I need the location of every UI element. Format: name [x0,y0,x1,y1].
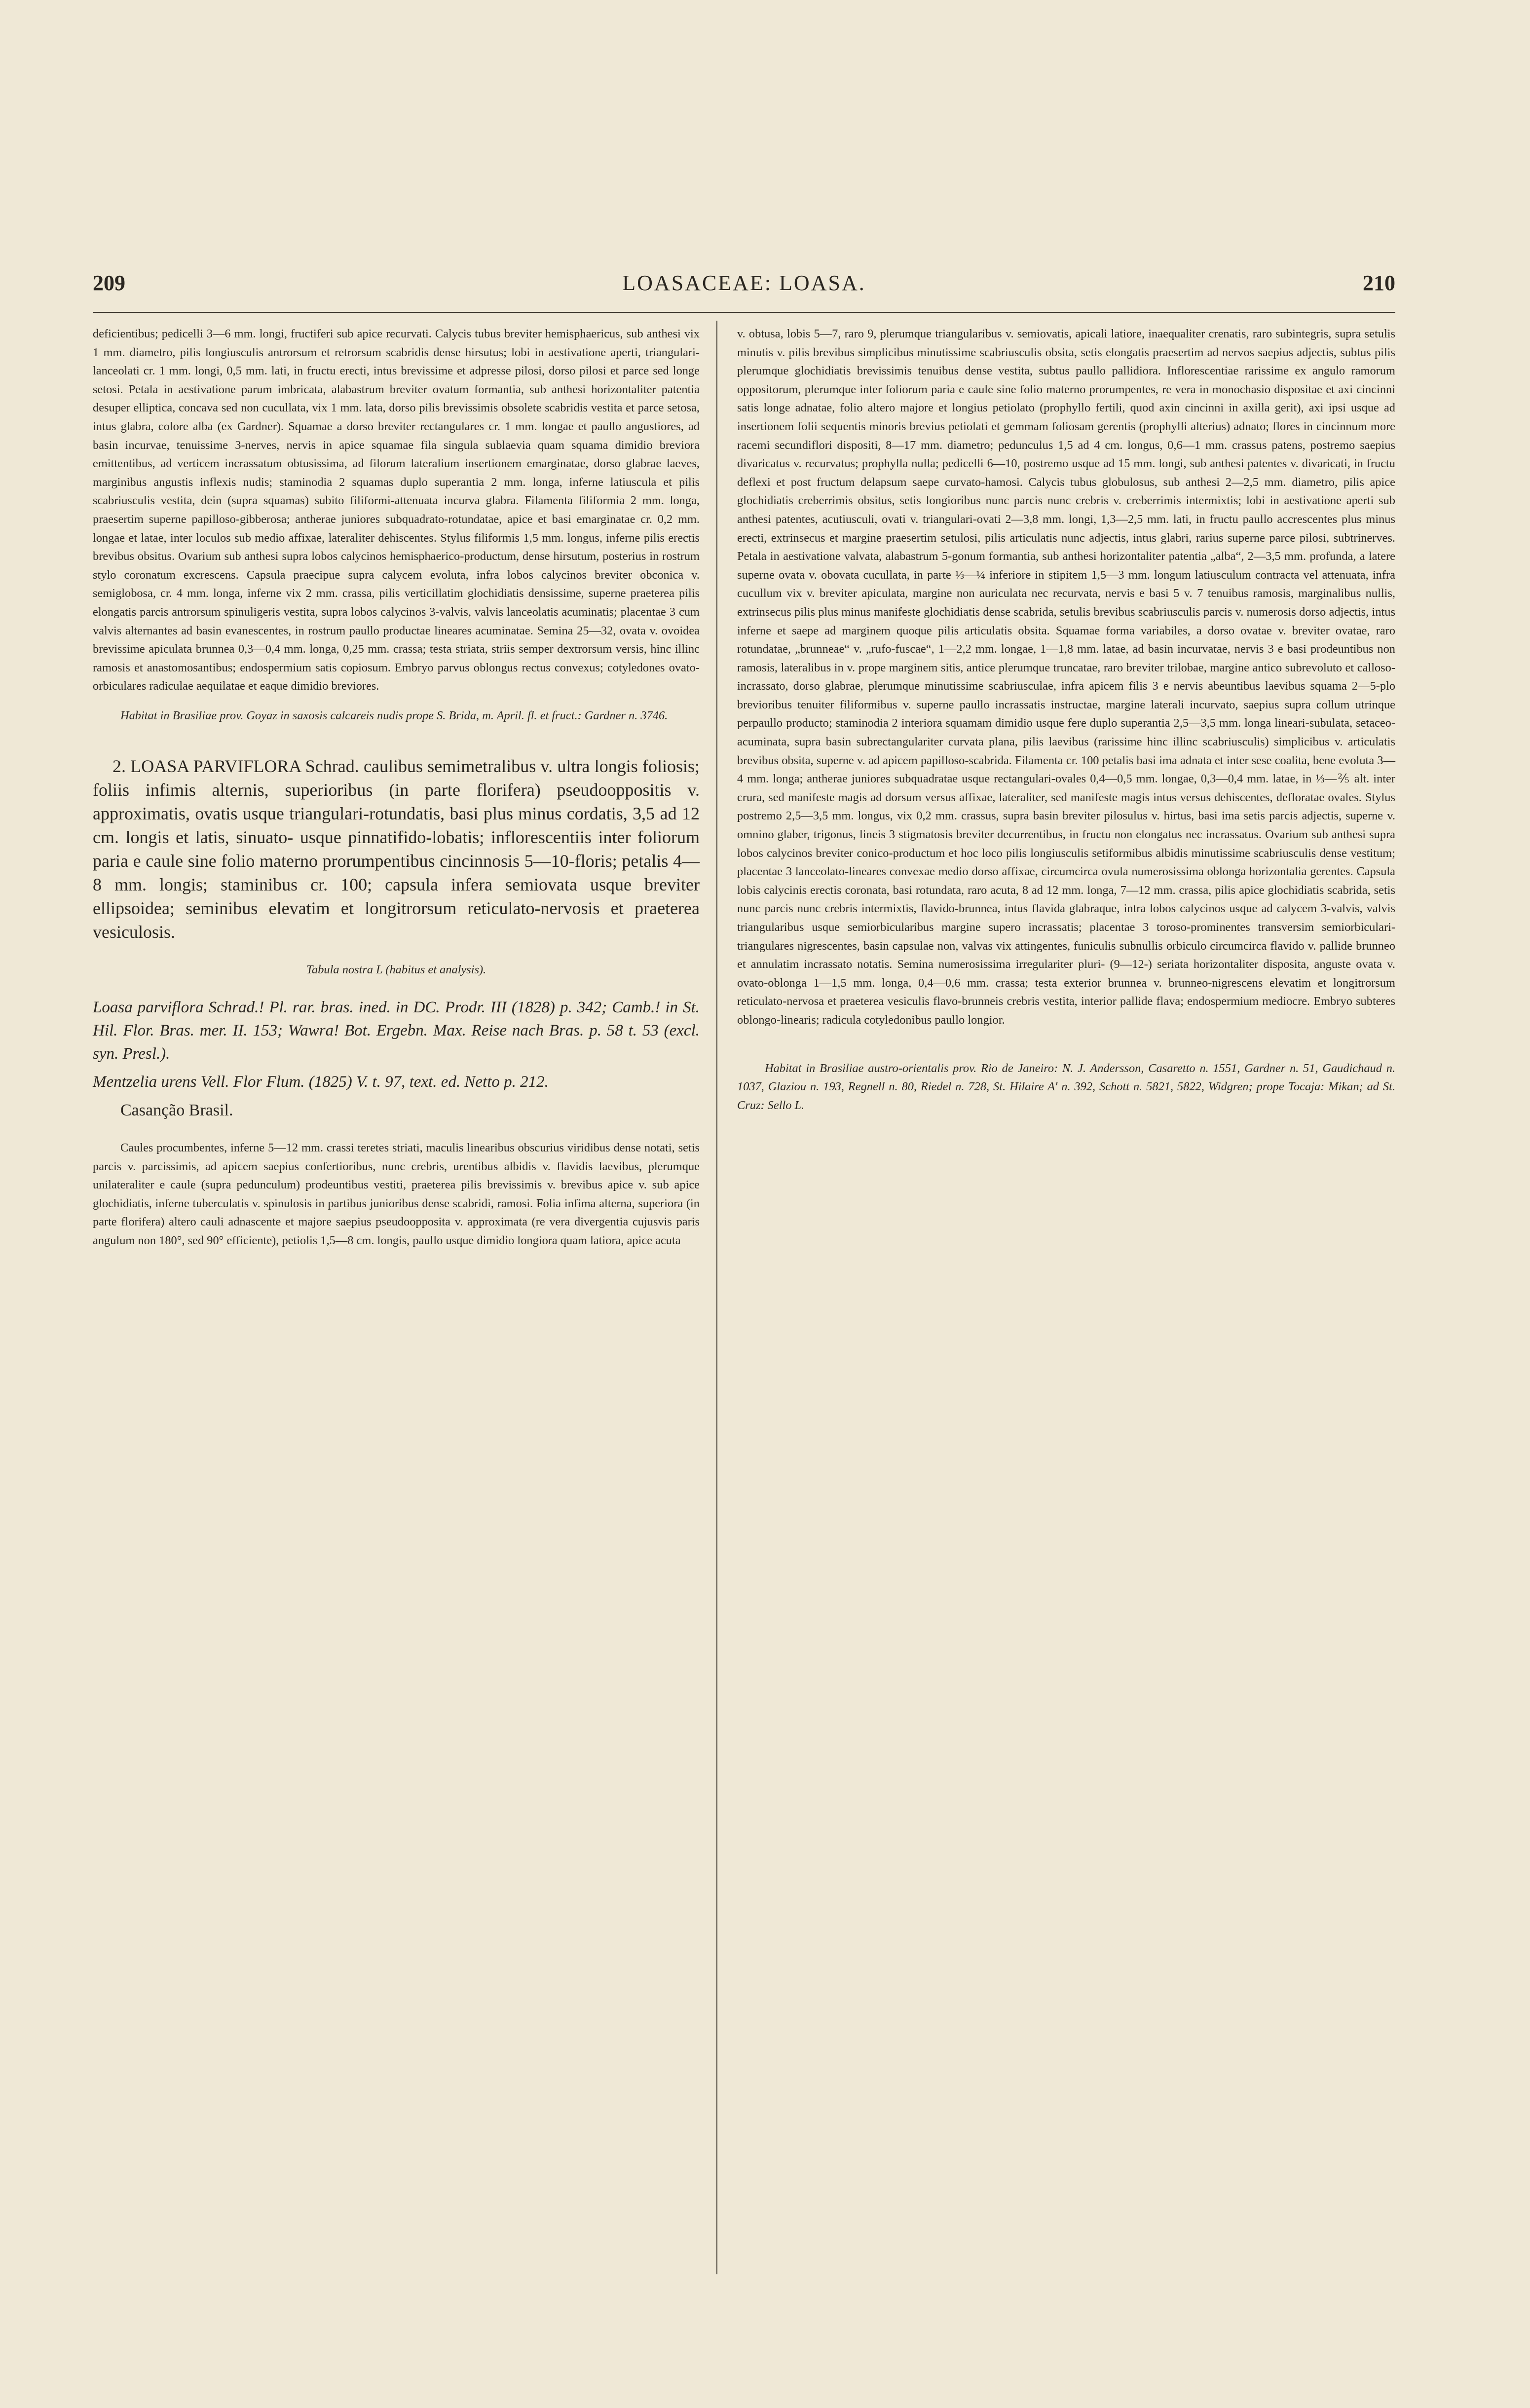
running-title: LOASACEAE: LOASA. [622,271,866,295]
running-header [93,270,1395,305]
habitat-paragraph-1: Habitat in Brasiliae prov. Goyaz in saxosis calcareis nudis prope S. Brida, m. April. fl. et fruct.: Gardner n. 3746. [120,708,668,722]
vernacular-name: Casanção Brasil. [120,1101,233,1120]
plate-reference: Tabula nostra L (habitus et analysis). [306,963,486,977]
description-paragraph-3: v. obtusa, lobis 5—7, raro 9, plerumque triangularibus v. semiovatis, apicali latiore, inaequaliter crenatis, raro subintegris, supra setulis minutis v. pilis brevibus simplicibus minutissime scabriusculis obsita, setis elongatis praesertim ad nervos saepius adjectis, subtus pilis plerumque glochidiatis brevissimis tenuibus dense vestita, subtus paullo pallidiora. Inflorescentiae rarissime ex angulo ramorum oppositorum, plerumque inter foliorum paria e caule sine folio materno prorumpentes, re vera in monochasio dispositae et axi cincinni satis longe adnatae, folio altero majore et longius petiolato (prophyllo fertili, quod axin cincinni in axilla gerit), axi ipsi usque ad insertionem folii sequentis minoris brevius petiolati et gemmam foliosam gerentis (prophylli alterius) adnato; flores in cincinnum more racemi secundiflori dispositi, 8—17 mm. diametro; pedunculus 1,5 ad 4 cm. longus, 0,6—1 mm. crassus patens, postremo saepius divaricatus v. recurvatus; prophylla nulla; pedicelli 6—10, postremo usque ad 15 mm. longi, sub anthesi patentes v. divaricati, in fructu deflexi et post fructum delapsum saepe curvato-hamosi. Calycis tubus globulosus, sub anthesi 2—2,5 mm. diametro, pilis apice glochidiatis creberrimis obsitus, setis longioribus nunc parcis nunc crebris v. creberrimis intermixtis; lobi in aestivatione aperti sub anthesi patentes, acutiusculi, ovati v. triangulari-ovati 2—3,8 mm. longi, 1,3—2,5 mm. lati, in fructu paullo accrescentes plus minus erecti, extrinsecus et margine praesertim setulosi, pilis articulatis nunc adjectis, intus glabri, rarius superne parce pilosi, subtrinerves. Petala in aestivatione valvata, alabastrum 5-gonum formantia, sub anthesi horizontaliter patentia „alba“, 2—3,5 mm. profunda, a latere superne ovata v. obovata cucullata, in parte ⅓—¼ inferiore in stipitem 1,5—3 mm. longum latiusculum contracta vel attenuata, infra cucullum vix v. breviter apiculata, margine non auriculata nec recurvata, nervis e basi 5 v. 7 tenuibus ramosis, marginalibus nullis, extrinsecus pilis plus minus manifeste glochidiatis dense scabrida, setulis brevibus scabriusculis parcis v. numerosis dorso adjectis, intus inferne et saepe ad marginem quoque pilis articulatis obsita. Squamae forma variabiles, a dorso ovatae v. breviter ovatae, raro rotundatae, „brunneae“ v. „rufo-fuscae“, 1—2,2 mm. longae, 1—1,8 mm. latae, ad basin incurvatae, nervis 3 e basi prodeuntibus non ramosis, lateralibus in v. prope marginem sitis, antice plerumque truncatae, raro breviter trilobae, margine antico subrevoluto et calloso-incrassato, dorso glabrae, plerumque minutissime scabriusculae, infra apicem filis 3 e nervis abeuntibus laevibus squama 2—5-plo brevioribus tenuiter filiformibus v. superne paullo incrassatis instructae, margine laterali incurvato, saepius supra collum utrinque perpaullo producto; staminodia 2 interiora squamam dimidio usque fere duplo superantia 2,5—3,5 mm. longa lineari-subulata, setaceo-acuminata, supra basin subrectangulariter curvata plana, pilis laevibus (rarissime hinc illinc scabriusculis) simplicibus v. articulatis brevibus obsita, superne v. ad apicem papilloso-scabrida. Filamenta cr. 100 petalis basi ima adnata et inter sese coalita, bene evoluta 3—4 mm. longa; antherae juniores subquadratae usque rectangulari-ovales 0,4—0,5 mm. longae, 0,3—0,4 mm. latae, in ⅓—⅖ alt. inter crura, sed manifeste magis ad dorsum versus affixae, lateraliter, sed manifeste magis intus versus dehiscentes, defloratae ovales. Stylus postremo 2,5—3,5 mm. longus, vix 0,2 mm. crassus, supra basin breviter pilosulus v. hirtus, basi ima setis parcis adjectis, superne v. omnino glaber, trigonus, lineis 3 stigmatosis breviter decurrentibus, in fructu non elongatus nec incrassatus. Ovarium sub anthesi supra lobos calycinos breviter conico-productum et hoc loco pilis longiusculis setiformibus albidis minutissime scabriusculis dense vestitum; placentae 3 lanceolato-lineares convexae medio dorso affixae, circumcirca ovula numerosissima oblonga horizontalia gerentes. Capsula lobis calycinis erectis coronata, basi rotundata, raro acuta, 8 ad 12 mm. longa, 7—12 mm. crassa, pilis apice glochidiatis scabrida, setis nunc parcis nunc crebris intermixtis, flavido-brunnea, intus flavida glabraque, intra lobos calycinos usque ad calycem 3-valvis, valvis triangularibus usque semiorbicularibus margine supero incrassatis; placentae 3 toroso-prominentes transversim semiorbiculari-triangulares nigrescentes, basin capsulae non, valvas vix attingentes, funiculis subnullis orbiculo circumcirca flavido v. pallide brunneo et annulatim incrassato notatis. Semina numerosissima irregulariter pluri- (9—12-) seriata horizontaliter disposita, anguste ovata v. ovato-oblonga 1—1,5 mm. longa, 0,4—0,6 mm. crassa; testa exterior brunnea v. brunneo-nigrescens elevatim et longitrorsum reticulato-nervosa et praeterea vesiculis flavo-brunneis crebris vestita, interior pallide flava; endospermium mediocre. Embryo subteres oblongo-linearis; radicula cotyledonibus paullo longior. [737,327,1395,1027]
description-paragraph-1: deficientibus; pedicelli 3—6 mm. longi, fructiferi sub apice recurvati. Calycis tubus breviter hemisphaericus, sub anthesi vix 1 mm. diametro, pilis longiusculis antrorsum et retrorsum scabridis dense hirsutus; lobi in aestivatione aperti, triangulari-lanceolati cr. 1 mm. longi, 0,5 mm. lati, in fructu erecti, intus brevissime et adpresse pilosi, dorso pilosi et parce sed longe setosi. Petala in aestivatione parum imbricata, alabastrum breviter ovatum formantia, sub anthesi horizontaliter patentia desuper elliptica, concava sed non cucullata, vix 1 mm. lata, dorso pilis brevissimis obsolete scabridis vestita et parce setosa, intus glabra, colore alba (ex Gardner). Squamae a dorso breviter rectangulares cr. 1 mm. longae et paullo angustiores, ad basin incurvae, tenuissime 3-nerves, nervis in apice squamae fila singula sublaevia quam squama dimidio breviora emittentibus, ad verticem incrassatum obtusissima, ad filorum lateralium insertionem emarginatae, dorso glabrae laeves, marginibus angustis inflexis nudis; staminodia 2 squamas duplo superantia 2 mm. longa, inferne latiuscula et pilis scabriusculis vestita, dein (supra squamas) subito filiformi-attenuata incurva glabra. Filamenta filiformia 2 mm. longa, praesertim superne papilloso-gibberosa; antherae juniores subquadrato-rotundatae, apice et basi emarginatae cr. 0,2 mm. longae et latae, inter loculos sub medio affixae, lateraliter dehiscentes. Stylus filiformis 1,5 mm. longus, inferne pilis erectis brevibus obsitus. Ovarium sub anthesi supra lobos calycinos hemisphaerico-productum, dense hirsutum, posterius in rostrum stylo coronatum excrescens. Capsula praecipue supra calycem evoluta, infra lobos calycinos breviter obconica v. semiglobosa, cr. 4 mm. longa, inferne vix 2 mm. crassa, pilis verticillatim glochidiatis densissime, superne praeterea pilis elongatis parcis antrorsum spinuligeris vestita, supra lobos calycinos 3-valvis, valvis lanceolatis acuminatis; placentae 3 cum valvis alternantes ad basin evanescentes, in rostrum paullo productae lineares acuminatae. Semina 25—32, ovata v. ovoidea brevissime apiculata brunnea 0,3—0,4 mm. longa, 0,25 mm. crassa; testa striata, striis semper dextrorsum versis, hinc illinc ramosis et anastomosantibus; endospermium satis copiosum. Embryo parvus oblongus rectus convexus; cotyledones ovato-orbiculares radiculae aequilatae et eaque dimidio breviores. [93,327,700,693]
habitat-paragraph-2: Habitat in Brasiliae austro-orientalis prov. Rio de Janeiro: N. J. Andersson, Casaretto n. 1551, Gardner n. 51, Gaudichaud n. 1037, Glaziou n. 193, Regnell n. 80, Riedel n. 728, St. Hilaire A' n. 392, Schott n. 5821, 5822, Widgren; prope Tocaja: Mikan; ad St. Cruz: Sello L. [737,1061,1395,1112]
synonymy-reference-1: Loasa parviflora Schrad.! Pl. rar. bras. ined. in DC. Prodr. III (1828) p. 342; Camb.! in St. Hil. Flor. Bras. mer. II. 153; Wawra! Bot. Ergebn. Max. Reise nach Bras. p. 58 t. 53 (excl. syn. Presl.). [93,999,700,1063]
right-column [737,325,1395,1114]
synonymy-reference-2: Mentzelia urens Vell. Flor Flum. (1825) V. t. 97, text. ed. Netto p. 212. [93,1073,549,1091]
page-number-left: 209 [93,271,125,295]
header-rule [93,312,1395,313]
description-paragraph-2: Caules procumbentes, inferne 5—12 mm. crassi teretes striati, maculis linearibus obscurius viridibus dense notati, setis parcis v. parcissimis, ad apicem saepius confertioribus, nunc crebris, urentibus albidis v. flavidis laevibus, plerumque unilateraliter e caule (supra pedunculum) prodeuntibus vestiti, praeterea pilis brevissimis v. brevibus apice v. sub apice glochidiatis, inferne tuberculatis v. spinulosis in partibus junioribus dense scabridi, ramosi. Folia infima alterna, superiora (in parte florifera) altero cauli adnascente et majore saepius pseudoopposita v. approximata (re vera divergentia cujusvis paris angulum non 180°, sed 90° efficiente), petiolis 1,5—8 cm. longis, paullo usque dimidio longiora quam latiora, apice acuta [93,1141,700,1248]
page-number-right: 210 [1363,271,1395,295]
species-diagnosis: 2. LOASA PARVIFLORA Schrad. caulibus semimetralibus v. ultra longis foliosis; foliis infimis alternis, superioribus (in parte florifera) pseudooppositis v. approximatis, ovatis usque triangulari-rotundatis, basi plus minus cordatis, 3,5 ad 12 cm. longis et latis, sinuato- usque pinnatifido-lobatis; inflorescentiis inter foliorum paria e caule sine folio materno prorumpentibus cincinnosis 5—10-floris; petalis 4—8 mm. longis; staminibus cr. 100; capsula infera semiovata usque breviter ellipsoidea; seminibus elevatim et longitrorsum reticulato-nervosis et praeterea vesiculosis. [93,756,700,942]
column-divider [716,321,717,2274]
left-column [93,325,700,1250]
